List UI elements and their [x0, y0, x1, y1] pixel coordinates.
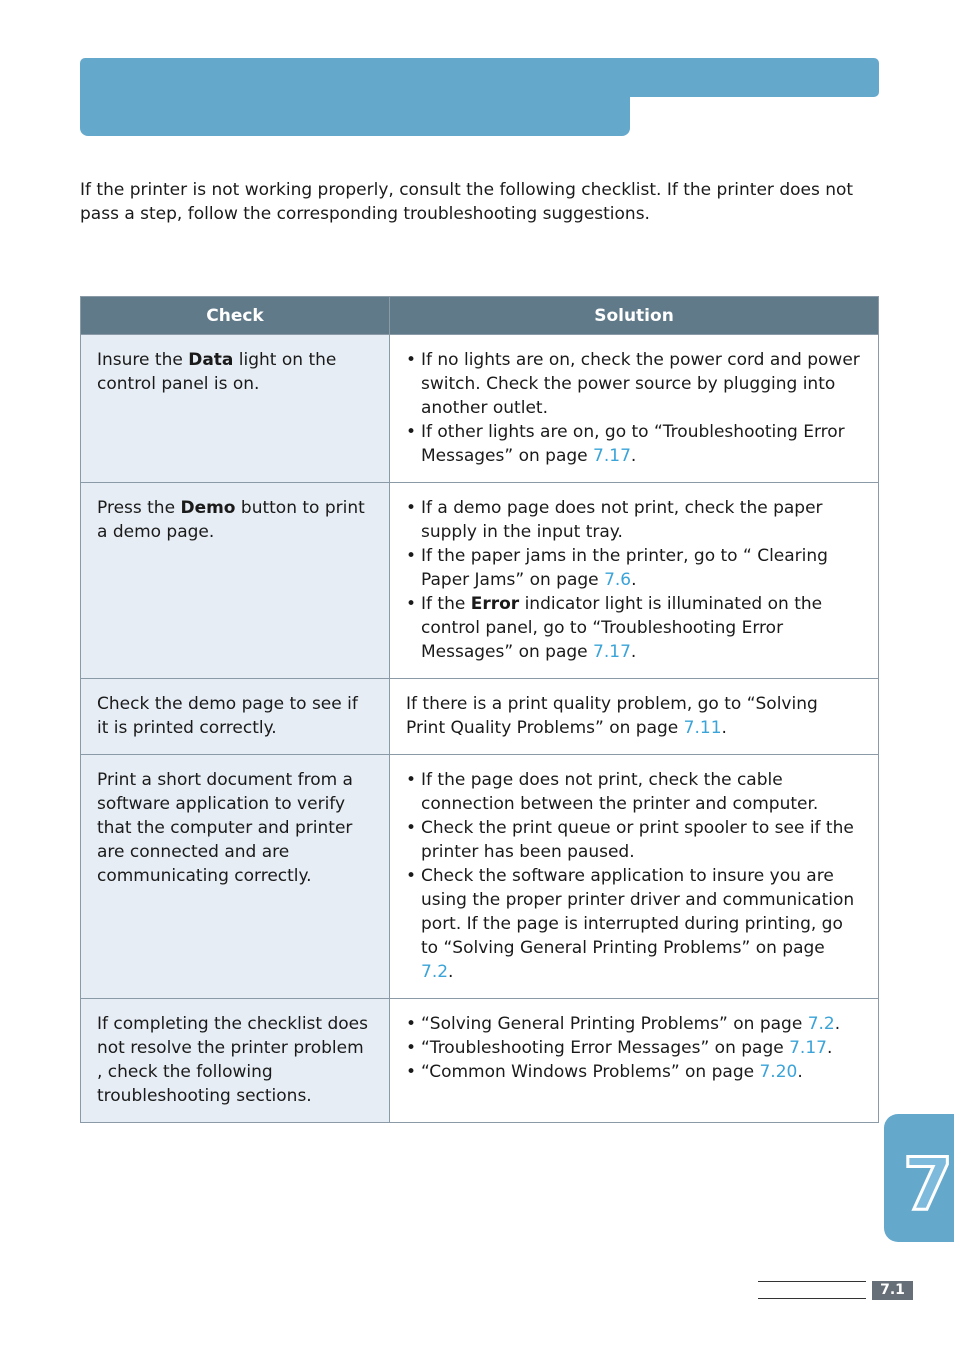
page-reference-link[interactable]: 7.2	[807, 1014, 835, 1034]
list-item: • If the paper jams in the printer, go to “ Clearing Paper Jams” on page 7.6.	[406, 544, 862, 592]
table-row	[81, 335, 879, 483]
solution-cell: If there is a print quality problem, go to “Solving Print Quality Problems” on page 7.11.	[390, 679, 879, 755]
footer-rule-bottom	[758, 1298, 866, 1299]
solution-list	[406, 1012, 862, 1084]
solution-list	[406, 768, 862, 984]
page-reference-link[interactable]: 7.6	[604, 570, 632, 590]
column-header-solution: Solution	[390, 297, 879, 335]
list-item: • If the page does not print, check the cable connection between the printer and computer.	[406, 768, 862, 816]
column-header-check: Check	[81, 297, 390, 335]
footer-rule-top	[758, 1281, 866, 1282]
intro-paragraph: If the printer is not working properly, consult the following checklist. If the printer does not pass a step, follow the corresponding troubleshooting suggestions.	[80, 180, 854, 224]
page-reference-link[interactable]: 7.17	[593, 642, 631, 662]
check-cell: If completing the checklist does not resolve the printer problem , check the following troubleshooting sections.	[81, 999, 390, 1123]
page-reference-link[interactable]: 7.17	[593, 446, 631, 466]
list-item: • If other lights are on, go to “Troubleshooting Error Messages” on page 7.17.	[406, 420, 868, 468]
list-item: • If no lights are on, check the power cord and power switch. Check the power source by plugging into another outlet.	[406, 348, 868, 420]
solution-list	[406, 496, 862, 664]
list-item: • “Troubleshooting Error Messages” on page 7.17.	[406, 1036, 862, 1060]
page-reference-link[interactable]: 7.11	[683, 718, 722, 738]
check-cell: Insure the Data light on the control panel is on.	[81, 335, 390, 483]
checklist-table	[80, 296, 879, 1123]
solution-cell	[390, 999, 879, 1123]
page-reference-link[interactable]: 7.17	[789, 1038, 827, 1058]
list-item: • Check the print queue or print spooler to see if the printer has been paused.	[406, 816, 862, 864]
check-cell: Check the demo page to see if it is printed correctly.	[81, 679, 390, 755]
list-item: • “Common Windows Problems” on page 7.20.	[406, 1060, 862, 1084]
list-item: • Check the software application to insure you are using the proper printer driver and communication port. If the page is interrupted during printing, go to “Solving General Printing Problems” on page 7.2.	[406, 864, 862, 984]
chapter-number: 7	[902, 1142, 954, 1226]
list-item: • If a demo page does not print, check the paper supply in the input tray.	[406, 496, 862, 544]
solution-cell	[390, 755, 879, 999]
solution-list	[406, 348, 868, 468]
table-row	[81, 999, 879, 1123]
check-cell: Print a short document from a software application to verify that the computer and printer are connected and are communicating correctly.	[81, 755, 390, 999]
list-item: • “Solving General Printing Problems” on page 7.2.	[406, 1012, 862, 1036]
table-row	[81, 483, 879, 679]
page-reference-link[interactable]: 7.20	[759, 1062, 798, 1082]
table-header-row	[81, 297, 879, 335]
page-number: 7.1	[872, 1281, 913, 1300]
table-row	[81, 679, 879, 755]
title-banner-tab	[80, 80, 630, 136]
table-row	[81, 755, 879, 999]
solution-cell	[390, 483, 879, 679]
list-item: • If the Error indicator light is illuminated on the control panel, go to “Troubleshooting Error Messages” on page 7.17.	[406, 592, 862, 664]
page-reference-link[interactable]: 7.2	[421, 962, 449, 982]
check-cell: Press the Demo button to print a demo page.	[81, 483, 390, 679]
solution-cell	[390, 335, 879, 483]
